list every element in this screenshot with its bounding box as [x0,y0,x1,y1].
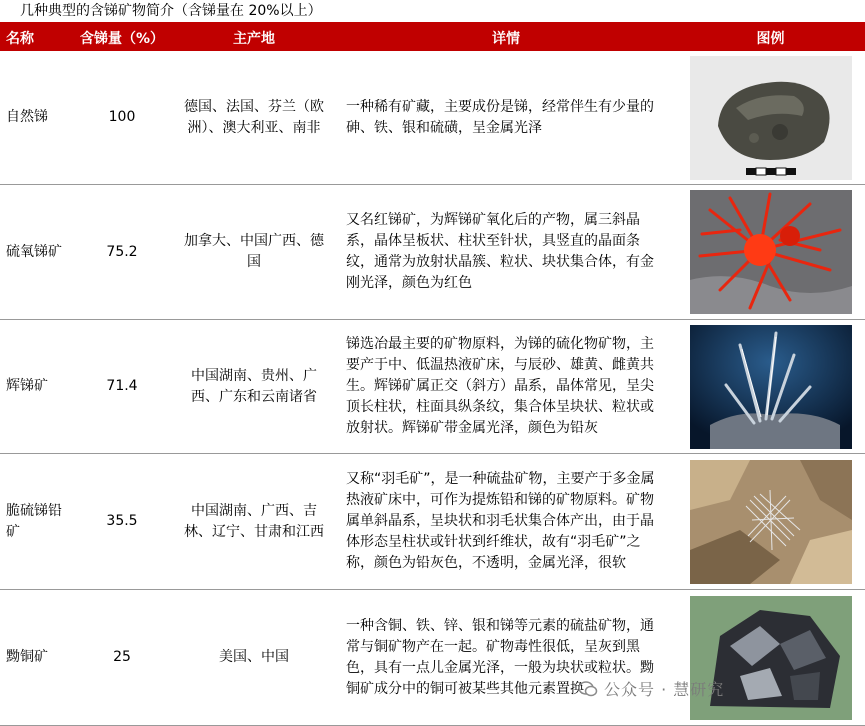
native-antimony-photo [690,56,852,180]
stibnite-photo [690,325,852,449]
mineral-name: 辉锑矿 [0,320,72,454]
header-image: 图例 [676,25,865,51]
mineral-origin: 德国、法国、芬兰（欧洲）、澳大利亚、南非 [172,51,336,185]
mineral-name: 黝铜矿 [0,590,72,726]
mineral-detail: 锑选冶最主要的矿物原料，为锑的硫化物矿物，主要产于中、低温热液矿床，与辰砂、雄黄、雌黄共生。辉锑矿属正交（斜方）晶系，晶体常见，呈尖顶长柱状，柱面具纵条纹，集合体呈块状、粒状或放射状。辉锑矿带金属光泽，颜色为铅灰 [336,320,676,454]
mineral-name: 脆硫锑铅矿 [0,454,72,590]
mineral-detail: 一种稀有矿藏，主要成份是锑，经常伴生有少量的砷、铁、银和硫磺，呈金属光泽 [336,51,676,185]
mineral-image-cell [676,454,865,590]
header-origin: 主产地 [172,25,336,51]
antimony-content: 71.4 [72,320,172,454]
mineral-image-cell [676,51,865,185]
antimony-content: 75.2 [72,185,172,320]
table-caption: 几种典型的含锑矿物简介（含锑量在 20%以上） [20,3,322,19]
mineral-origin: 中国湖南、广西、吉林、辽宁、甘肃和江西 [172,454,336,590]
mineral-detail: 又称“羽毛矿”，是一种硫盐矿物，主要产于多金属热液矿床中，可作为提炼铅和锑的矿物原料。矿物属单斜晶系，呈块状和羽毛状集合体产出，由于晶体形态呈柱状或针状到纤维状，故有“羽毛矿”之称，颜色为铅灰色，不透明，金属光泽，很软 [336,454,676,590]
header-name: 名称 [0,25,72,51]
jamesonite-photo [690,460,852,584]
antimony-content: 25 [72,590,172,726]
mineral-image-cell [676,185,865,320]
mineral-name: 硫氧锑矿 [0,185,72,320]
mineral-origin: 中国湖南、贵州、广西、广东和云南诸省 [172,320,336,454]
table-row [0,320,865,454]
table-row [0,185,865,320]
header-content: 含锑量（%） [72,25,172,51]
mineral-origin: 美国、中国 [172,590,336,726]
kermesite-photo [690,190,852,314]
mineral-detail: 一种含铜、铁、锌、银和锑等元素的硫盐矿物，通常与铜矿物产在一起。矿物毒性很低，呈灰到黑色，具有一点儿金属光泽，一般为块状或粒状。黝铜矿成分中的铜可被某些其他元素置换 [336,590,676,726]
wechat-icon [578,681,598,697]
table-row [0,590,865,726]
table-header-row [0,25,865,51]
mineral-detail: 又名红锑矿，为辉锑矿氧化后的产物，属三斜晶系，晶体呈板状、柱状至针状，具竖直的晶面条纹，通常为放射状晶簇、粒状、块状集合体，有金刚光泽，颜色为红色 [336,185,676,320]
watermark-text: 公众号 · 慧研究 [604,680,725,699]
header-detail: 详情 [336,25,676,51]
tetrahedrite-photo [690,596,852,720]
mineral-image-cell [676,320,865,454]
watermark [578,677,724,700]
antimony-content: 100 [72,51,172,185]
antimony-content: 35.5 [72,454,172,590]
mineral-image-cell [676,590,865,726]
table-row [0,454,865,590]
mineral-name: 自然锑 [0,51,72,185]
mineral-table [0,25,865,726]
mineral-origin: 加拿大、中国广西、德国 [172,185,336,320]
table-row [0,51,865,185]
